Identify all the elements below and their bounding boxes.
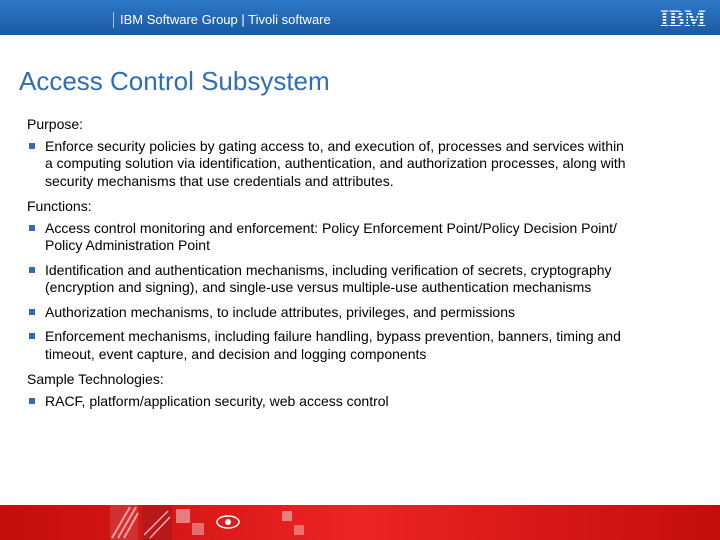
bullet-item	[27, 304, 627, 322]
square-bullet-icon	[29, 398, 35, 404]
bullet-text: Identification and authentication mechanisms, including verification of secrets, cryptography (encryption and signing), and single-use versus multiple-use authentication mechanisms	[45, 261, 612, 295]
square-bullet-icon	[29, 309, 35, 315]
bullet-list	[27, 220, 627, 364]
footer-tile	[294, 525, 304, 535]
square-bullet-icon	[29, 333, 35, 339]
footer-bar	[0, 505, 720, 540]
bullet-list	[27, 138, 627, 191]
slide-title: Access Control Subsystem	[19, 66, 330, 96]
bullet-item	[27, 262, 627, 297]
bullet-item	[27, 393, 627, 411]
bullet-text: Enforcement mechanisms, including failure handling, bypass prevention, banners, timing and timeout, event capture, and decision and logging components	[45, 328, 621, 362]
header-bar	[0, 0, 720, 35]
square-bullet-icon	[29, 267, 35, 273]
bullet-text: Access control monitoring and enforcement: Policy Enforcement Point/Policy Decision Point/ Policy Administration Point	[45, 219, 617, 253]
header-text: IBM Software Group | Tivoli software	[113, 12, 331, 28]
square-bullet-icon	[29, 143, 35, 149]
square-bullet-icon	[29, 225, 35, 231]
section-label: Functions:	[27, 198, 92, 214]
bullet-item	[27, 328, 627, 363]
bullet-text: RACF, platform/application security, web access control	[45, 392, 389, 409]
section-label: Purpose:	[27, 116, 84, 132]
footer-tile	[176, 509, 190, 523]
bullet-text: Enforce security policies by gating access to, and execution of, processes and services within a computing solution via identification, authentication, and authorization processes, along with security mechanisms that use credentials and attributes.	[45, 137, 626, 189]
bullet-item	[27, 138, 627, 191]
header-divider	[0, 35, 720, 37]
footer-image-strip	[110, 505, 310, 540]
ibm-logo	[655, 7, 711, 29]
section-label: Sample Technologies:	[27, 371, 164, 387]
bullet-item	[27, 220, 627, 255]
footer-tile	[282, 511, 292, 521]
footer-tile	[192, 523, 204, 535]
ibm-logo-text: IBM	[660, 7, 706, 29]
slide-body	[27, 116, 627, 417]
eye-icon	[217, 516, 239, 528]
bullet-list	[27, 393, 627, 411]
bullet-text: Authorization mechanisms, to include attributes, privileges, and permissions	[45, 303, 516, 320]
